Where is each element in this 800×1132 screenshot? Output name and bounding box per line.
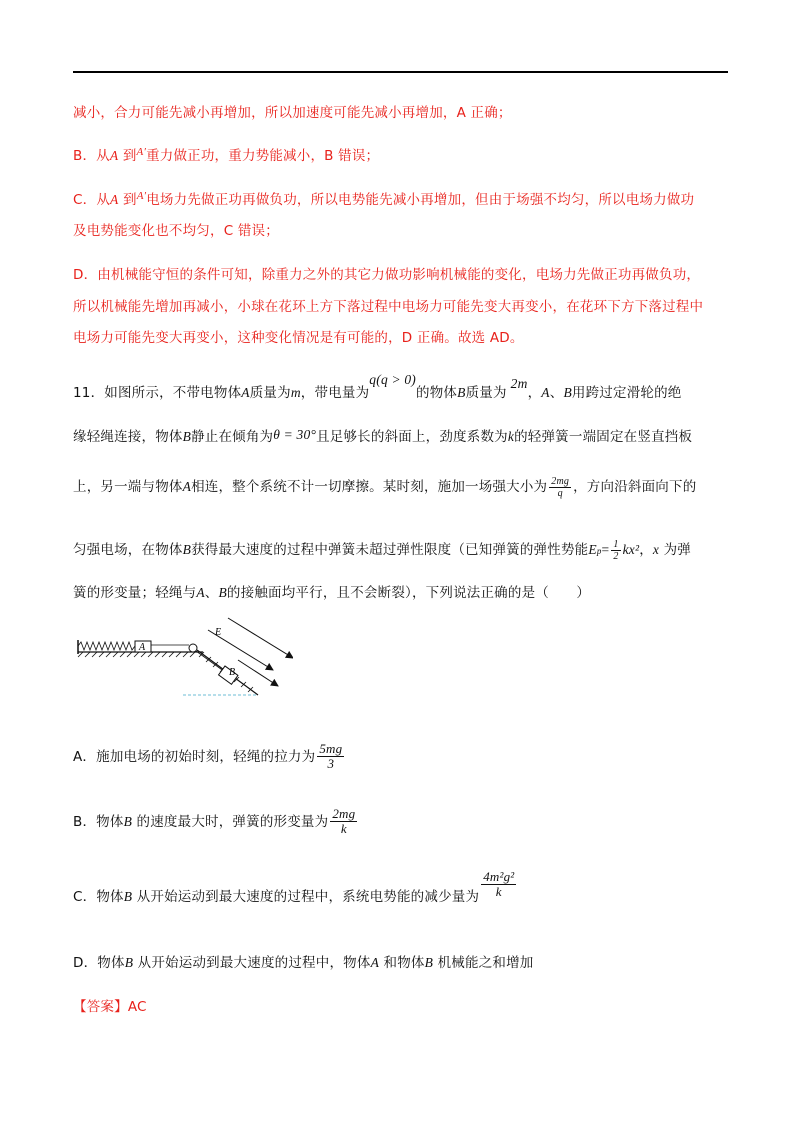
pulley [189, 644, 197, 652]
fraction-2mg-over-q: $\frac{2mg}{q}$ [551, 475, 570, 499]
question-11-line-1: 11．如图所示，不带电物体A质量为m，带电量为q(q > 0)的物体B质量为2m，A、B用跨过定滑轮的绝 [73, 372, 682, 401]
answer-line [73, 995, 728, 1015]
solution-line-d2: 所以机械能先增加再减小，小球在花环上方下落过程中电场力可能先变大再变小，在花环下方下落过程中 [73, 299, 704, 315]
solution-line-b: B．从A 到$^{A'}$重力做正功，重力势能减小，B 错误； [73, 146, 380, 164]
fraction-5mg-over-3: $\frac{5mg}{3}$ [319, 741, 343, 772]
question-11-line-2: 缘轻绳连接，物体B静止在倾角为θ = 30°且足够长的斜面上，劲度系数为k的轻弹簧一端固定在竖直挡板 [73, 427, 693, 445]
header-rule [73, 71, 728, 73]
spring [78, 642, 135, 650]
option-a: A．施加电场的初始时刻，轻绳的拉力为 $\frac{5mg}{3}$ [73, 741, 343, 772]
field-label-e: E [215, 627, 222, 638]
field-arrow-3 [238, 660, 278, 686]
question-11-line-5: 簧的形变量；轻绳与A、B的接触面均平行，且不会断裂），下列说法正确的是（ ） [73, 585, 591, 601]
block-b-label: B [229, 667, 236, 678]
solution-line-1: 减小，合力可能先减小再增加，所以加速度可能先减小再增加，A 正确； [73, 105, 512, 121]
solution-line-d3: 电场力可能先变大再变小，这种变化情况是有可能的，D 正确。故选 AD。 [73, 330, 524, 346]
option-d: D．物体B 从开始运动到最大速度的过程中，物体A 和物体B 机械能之和增加 [73, 955, 534, 971]
solution-line-c1: C．从A 到$^{A'}$电场力先做正功再做负功，所以电势能先减小再增加，但由于场强不均匀，所以电场力做功 [73, 190, 695, 208]
incline-spring-figure [73, 608, 293, 708]
fraction-4m2g2-over-k: $\frac{\text{4m²g²}}{k}$ [483, 869, 515, 900]
fraction-one-half: $\frac{1}{2}$ [613, 538, 619, 562]
answer-value: AC [127, 999, 147, 1015]
solution-line-d1: D．由机械能守恒的条件可知，除重力之外的其它力做功影响机械能的变化，电场力先做正功再做负功， [73, 267, 701, 283]
fraction-2mg-over-k: $\frac{2mg}{k}$ [332, 806, 356, 837]
rope-incline [196, 651, 225, 672]
option-b: B．物体B 的速度最大时，弹簧的形变量为 $\frac{2mg}{k}$ [73, 806, 356, 837]
answer-label: 【答案】 [73, 999, 128, 1015]
block-a-label: A [139, 642, 146, 653]
question-11-line-3: 上，另一端与物体A相连，整个系统不计一切摩擦。某时刻，施加一场强大小为 $\frac{2mg}{q}$ ，方向沿斜面向下的 [73, 475, 697, 499]
field-arrow-2 [228, 618, 293, 658]
question-11-line-4: 匀强电场，在物体B获得最大速度的过程中弹簧未超过弹性限度（已知弹簧的弹性势能Ep= $\frac{1}{2}$ kx²，x 为弹 [73, 538, 692, 562]
option-c: C．物体B 从开始运动到最大速度的过程中，系统电势能的减少量为 $\frac{\text{4m²g²}}{k}$ [73, 869, 515, 905]
solution-line-c2: 及电势能变化也不均匀，C 错误； [73, 223, 279, 239]
